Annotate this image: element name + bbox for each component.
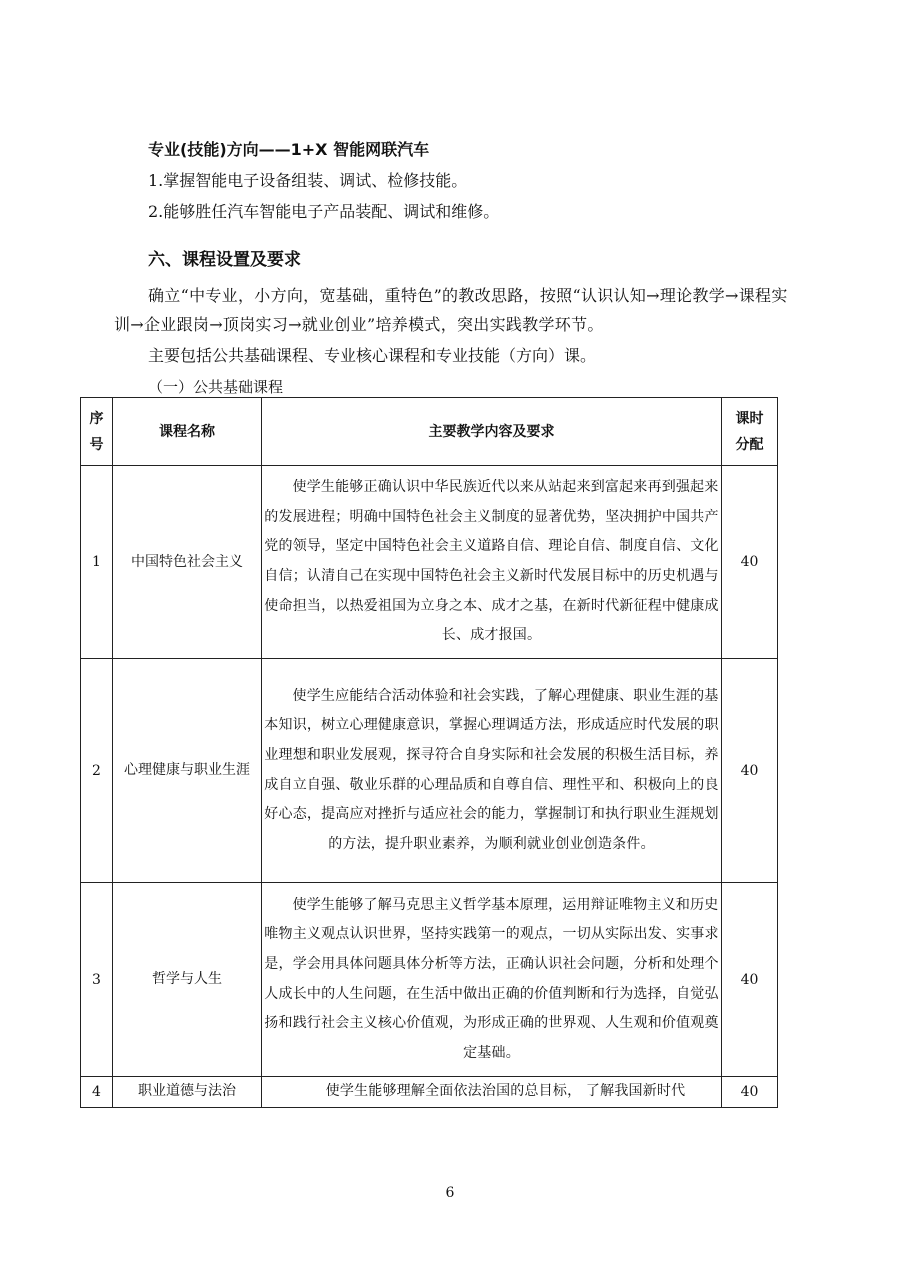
row-course-name: 中国特色社会主义 xyxy=(113,466,262,659)
section-heading: 六、课程设置及要求 xyxy=(148,250,301,270)
row-content: 使学生能够了解马克思主义哲学基本原理，运用辩证唯物主义和历史唯物主义观点认识世界，坚持实践第一的观点，一切从实际出发、实事求是，学会用具体问题具体分析等方法，正确认识社会问题，分析和处理个人成长中的人生问题，在生活中做出正确的价值判断和行为选择，自觉弘扬和践行社会主义核心价值观，为形成正确的世界观、人生观和价值观奠定基础。 xyxy=(262,883,722,1077)
intro-paragraph: 确立“中专业，小方向，宽基础，重特色”的教改思路，按照“认识认知→理论教学→课程实训→企业跟岗→顶岗实习→就业创业”培养模式，突出实践教学环节。 xyxy=(114,286,788,334)
table-header-row xyxy=(81,398,778,466)
direction-heading: 专业(技能)方向——1+X 智能网联汽车 xyxy=(148,140,430,159)
direction-item-1: 1.掌握智能电子设备组装、调试、检修技能。 xyxy=(148,171,468,190)
row-index: 1 xyxy=(81,466,113,659)
row-course-name: 心理健康与职业生涯 xyxy=(113,659,262,883)
row-course-name: 职业道德与法治 xyxy=(113,1077,262,1108)
row-content: 使学生能够正确认识中华民族近代以来从站起来到富起来再到强起来的发展进程；明确中国特色社会主义制度的显著优势，坚决拥护中国共产党的领导，坚定中国特色社会主义道路自信、理论自信、制度自信、文化自信；认清自己在实现中国特色社会主义新时代发展目标中的历史机遇与使命担当，以热爱祖国为立身之本、成才之基，在新时代新征程中健康成长、成才报国。 xyxy=(262,466,722,659)
row-hours: 40 xyxy=(722,1077,778,1108)
header-name: 课程名称 xyxy=(113,398,262,466)
header-index: 序号 xyxy=(81,398,113,466)
row-content: 使学生能够理解全面依法治国的总目标， 了解我国新时代 xyxy=(262,1077,722,1108)
table-row xyxy=(81,659,778,883)
row-content: 使学生应能结合活动体验和社会实践，了解心理健康、职业生涯的基本知识，树立心理健康意识，掌握心理调适方法，形成适应时代发展的职业理想和职业发展观，探寻符合自身实际和社会发展的积极生活目标，养成自立自强、敬业乐群的心理品质和自尊自信、理性平和、积极向上的良好心态，提高应对挫折与适应社会的能力，掌握制订和执行职业生涯规划的方法，提升职业素养，为顺利就业创业创造条件。 xyxy=(262,659,722,883)
row-hours: 40 xyxy=(722,883,778,1077)
row-index: 2 xyxy=(81,659,113,883)
table-row xyxy=(81,466,778,659)
table-row xyxy=(81,883,778,1077)
summary-paragraph: 主要包括公共基础课程、专业核心课程和专业技能（方向）课。 xyxy=(148,346,597,365)
row-index: 4 xyxy=(81,1077,113,1108)
row-index: 3 xyxy=(81,883,113,1077)
row-course-name: 哲学与人生 xyxy=(113,883,262,1077)
subsection-heading: （一）公共基础课程 xyxy=(148,378,284,396)
table-row xyxy=(81,1077,778,1108)
header-content: 主要教学内容及要求 xyxy=(262,398,722,466)
course-table xyxy=(80,397,778,1108)
page-number: 6 xyxy=(445,1185,455,1201)
header-hours: 课时分配 xyxy=(722,398,778,466)
row-hours: 40 xyxy=(722,659,778,883)
row-hours: 40 xyxy=(722,466,778,659)
direction-item-2: 2.能够胜任汽车智能电子产品装配、调试和维修。 xyxy=(148,202,500,221)
